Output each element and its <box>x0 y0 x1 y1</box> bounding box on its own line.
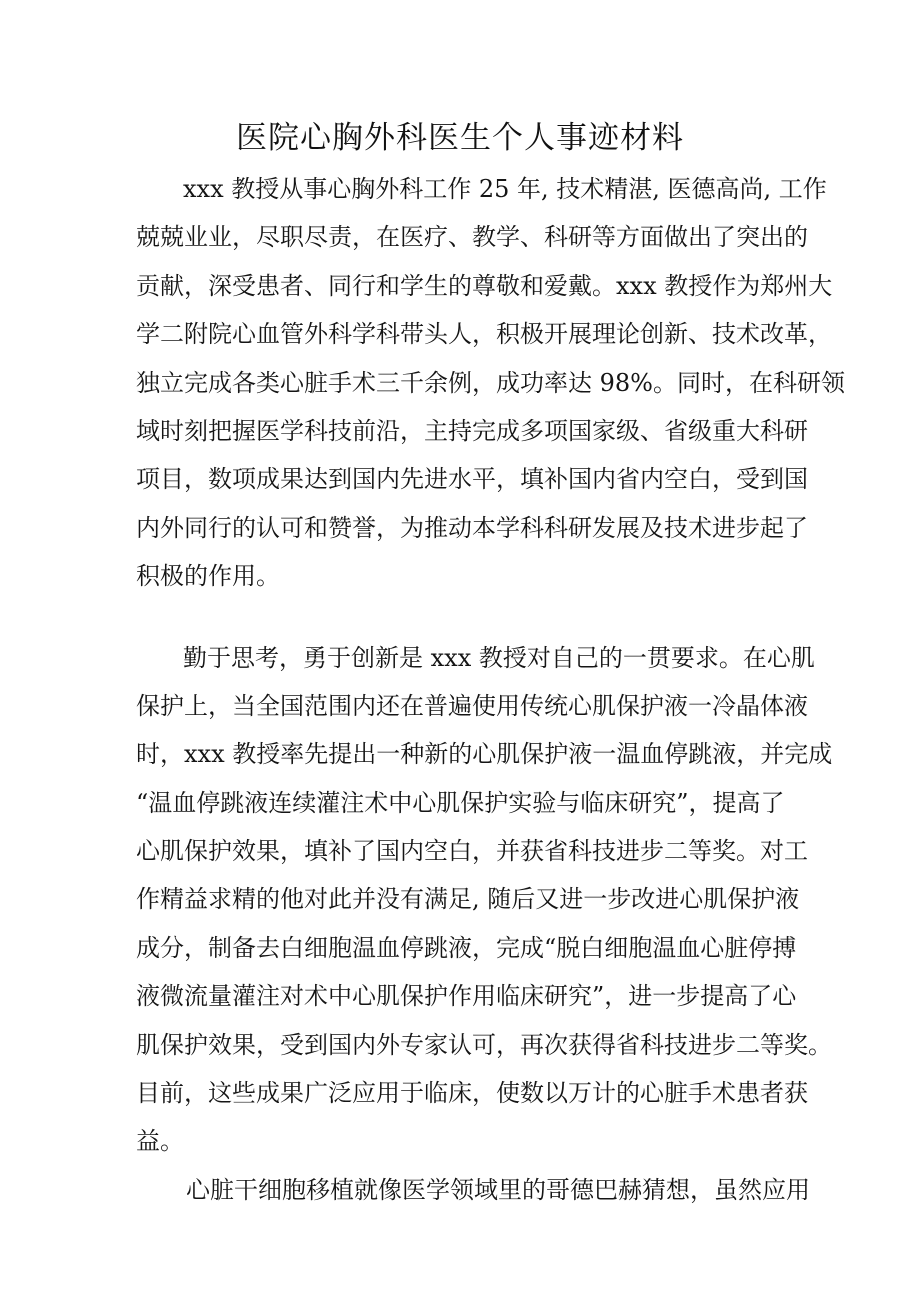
paragraph-line: 贡献，深受患者、同行和学生的尊敬和爱戴。xxx 教授作为郑州大 <box>136 271 833 300</box>
paragraph-line: “温血停跳液连续灌注术中心肌保护实验与临床研究”，提高了 <box>136 788 785 817</box>
paragraph-line: 积极的作用。 <box>136 562 280 591</box>
paragraph-line: 时，xxx 教授率先提出一种新的心肌保护液一温血停跳液，并完成 <box>136 740 833 769</box>
paragraph-line: 保护上，当全国范围内还在普遍使用传统心肌保护液一冷晶体液 <box>136 691 808 720</box>
paragraph-line: 勤于思考，勇于创新是 xxx 教授对自己的一贯要求。在心肌 <box>183 643 815 672</box>
paragraph-line: 目前，这些成果广泛应用于临床，使数以万计的心脏手术患者获 <box>136 1079 808 1108</box>
paragraph-line: 域时刻把握医学科技前沿，主持完成多项国家级、省级重大科研 <box>136 416 808 445</box>
paragraph-2 <box>136 638 833 1170</box>
paragraph-1 <box>136 169 845 605</box>
paragraph-line: 学二附院心血管外科学科带头人，积极开展理论创新、技术改革， <box>136 320 832 349</box>
paragraph-line: 独立完成各类心脏手术三千余例，成功率达 98%。同时，在科研领 <box>136 368 845 397</box>
paragraph-line: 内外同行的认可和赞誉，为推动本学科科研发展及技术进步起了 <box>136 513 808 542</box>
paragraph-line: 兢兢业业，尽职尽责，在医疗、教学、科研等方面做出了突出的 <box>136 223 808 252</box>
paragraph-line: 心肌保护效果，填补了国内空白，并获省科技进步二等奖。对工 <box>136 837 808 866</box>
paragraph-line: 成分，制备去白细胞温血停跳液，完成“脱白细胞温血心脏停搏 <box>136 933 797 962</box>
paragraph-line: 益。 <box>136 1127 184 1156</box>
paragraph-line: 液微流量灌注对术中心肌保护作用临床研究”，进一步提高了心 <box>136 982 797 1011</box>
document-title: 医院心胸外科医生个人事迹材料 <box>236 120 684 156</box>
paragraph-line: xxx 教授从事心胸外科工作 25 年, 技术精湛, 医德高尚, 工作 <box>183 175 827 203</box>
document-body <box>136 169 845 1218</box>
paragraph-line: 肌保护效果，受到国内外专家认可，再次获得省科技进步二等奖。 <box>136 1030 832 1059</box>
paragraph-line: 作精益求精的他对此并没有满足, 随后又进一步改进心肌保护液 <box>136 885 800 914</box>
paragraph-3 <box>136 1170 810 1218</box>
paragraph-spacer <box>136 605 796 638</box>
paragraph-line: 项目，数项成果达到国内先进水平，填补国内省内空白，受到国 <box>136 465 808 494</box>
paragraph-line: 心脏干细胞移植就像医学领域里的哥德巴赫猜想，虽然应用 <box>186 1175 810 1204</box>
